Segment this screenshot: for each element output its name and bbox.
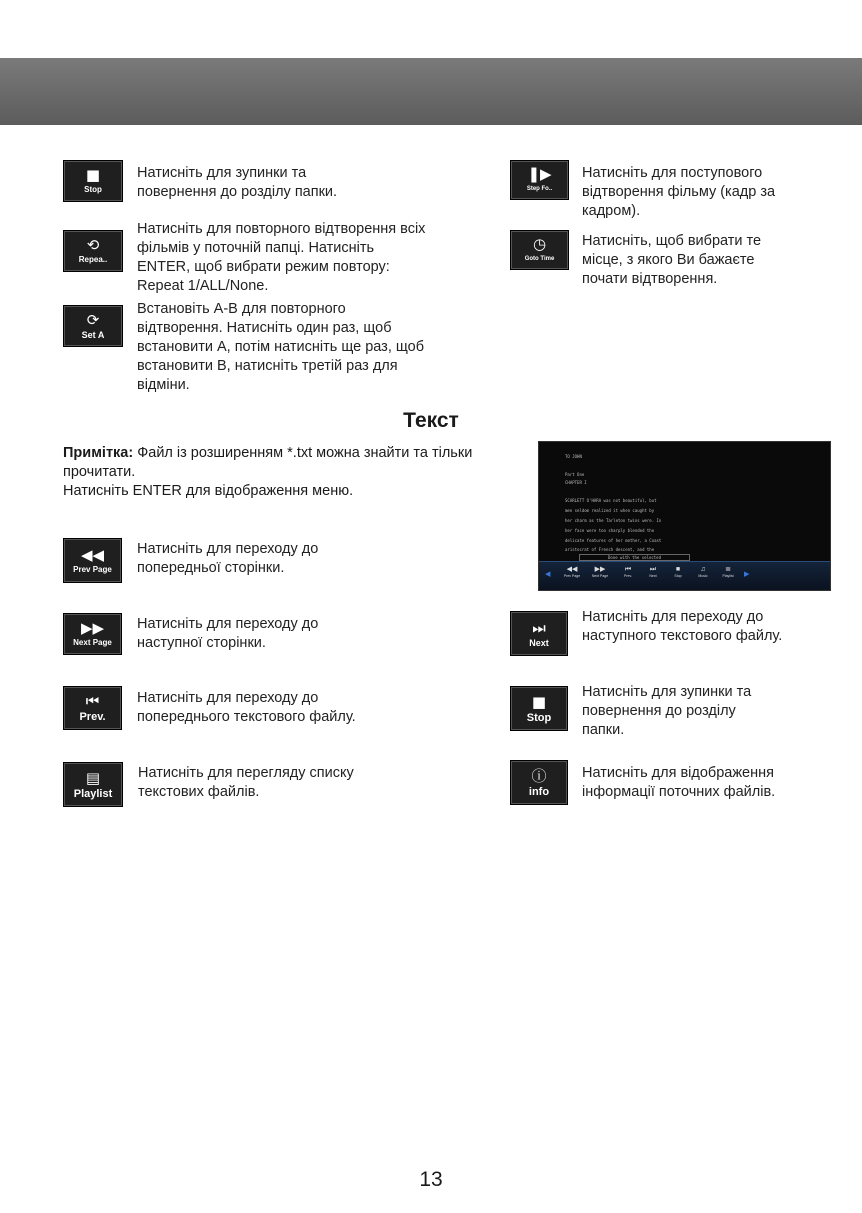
- prev-file-button[interactable]: [63, 686, 122, 730]
- bar-item-stop: [667, 566, 689, 579]
- arrow-right-icon: ▶: [744, 571, 750, 578]
- goto-time-description: Натисніть, щоб вибрати те місце, з якого Ви бажаєте почати відтворення.: [582, 233, 762, 287]
- note-text: Файл із розширенням *.txt можна знайти та тільки прочитати.: [63, 445, 473, 480]
- arrow-left-icon: ◀: [545, 571, 551, 578]
- set-a-description: Встановіть A-B для повторного відтворення. Натисніть один раз, щоб встановити A, потім натисніть ще раз, щоб встановити B, натисніть третій раз для відміни.: [137, 301, 425, 393]
- screen-line: delicate features of her mother, a Coast: [565, 538, 662, 543]
- info-description: Натисніть для відображення інформації поточних файлів.: [582, 765, 776, 800]
- bar-item-label: Next Page: [591, 574, 609, 578]
- playlist-label: Playlist: [73, 787, 113, 800]
- stop-text-button[interactable]: [510, 686, 568, 731]
- repeat-button[interactable]: [63, 230, 123, 272]
- next-file-label: Next: [529, 637, 549, 648]
- screen-control-bar: [539, 561, 830, 590]
- stop-description: Натисніть для зупинки та повернення до розділу папки.: [137, 165, 338, 200]
- text-viewer-screenshot: [538, 441, 831, 591]
- info-icon: ⓘ: [531, 766, 547, 785]
- screen-line: SCARLETT O'HARA was not beautiful, but: [565, 498, 657, 503]
- goto-time-label: Goto Time: [524, 256, 555, 262]
- bar-item-prev: [617, 566, 639, 579]
- skip-back-icon: ⏮: [85, 692, 100, 710]
- fast-forward-icon: ▶▶: [594, 566, 606, 573]
- stop-text-description: Натисніть для зупинки та повернення до розділу папки.: [582, 684, 752, 738]
- screen-line: TO JOHN: [565, 454, 582, 459]
- next-page-button[interactable]: [63, 613, 122, 655]
- bar-item-label: Prev.: [624, 574, 632, 578]
- playlist-description: Натисніть для перегляду списку текстових файлів.: [138, 765, 354, 800]
- screen-popup: Done with the selected: [579, 554, 690, 561]
- playlist-icon: ≣: [725, 566, 731, 573]
- bar-item-music: [692, 566, 714, 579]
- next-file-button[interactable]: [510, 611, 568, 656]
- header-band: [0, 58, 862, 125]
- ab-repeat-icon: ⟳: [86, 311, 100, 329]
- info-button[interactable]: [510, 760, 568, 805]
- bar-item-next: [642, 566, 664, 579]
- step-forward-icon: ❚▶: [527, 165, 552, 183]
- step-forward-button[interactable]: [510, 160, 569, 200]
- repeat-label: Repea..: [78, 255, 108, 264]
- screen-line: her charm as the Tarleton twins were. In: [565, 518, 662, 523]
- note: [63, 444, 523, 501]
- next-page-description: Натисніть для переходу до наступної сторінки.: [137, 616, 319, 651]
- info-label: info: [528, 785, 550, 798]
- screen-line: CHAPTER I: [565, 480, 587, 485]
- prev-page-label: Prev Page: [73, 564, 112, 574]
- screen-line: aristocrat of French descent, and the: [565, 547, 655, 552]
- skip-forward-icon: ⏭: [532, 618, 546, 637]
- skip-forward-icon: ⏭: [649, 566, 657, 573]
- prev-page-button[interactable]: [63, 538, 122, 583]
- page-number: 13: [419, 1168, 443, 1191]
- bar-item-label: Prev Page: [563, 574, 581, 578]
- stop-icon: ■: [85, 166, 101, 184]
- set-a-label: Set A: [81, 330, 105, 340]
- fast-forward-icon: ▶▶: [80, 619, 105, 637]
- music-icon: ♫: [700, 566, 706, 573]
- bar-item-label: Next: [649, 574, 657, 578]
- next-page-label: Next Page: [73, 638, 112, 647]
- section-title: Текст: [403, 409, 459, 432]
- screen-line: men seldom realized it when caught by: [565, 508, 655, 513]
- prev-file-description: Натисніть для переходу до попереднього текстового файлу.: [137, 690, 356, 725]
- stop-icon: ■: [675, 566, 681, 573]
- playlist-icon: ▤: [85, 768, 101, 787]
- stop-button[interactable]: [63, 160, 123, 202]
- bar-item-label: Music: [698, 574, 708, 578]
- playlist-button[interactable]: [63, 762, 123, 807]
- skip-back-icon: ⏮: [624, 566, 632, 573]
- screen-line: Part One: [565, 472, 585, 477]
- bar-item-playlist: [717, 566, 739, 579]
- prev-page-description: Натисніть для переходу до попередньої сторінки.: [137, 541, 319, 576]
- bar-item-prev-page: [561, 566, 583, 579]
- step-forward-label: Step Fo..: [526, 186, 553, 192]
- clock-icon: ◷: [532, 235, 547, 253]
- stop-label: Stop: [84, 185, 102, 194]
- note-label: Примітка:: [63, 445, 134, 461]
- set-a-button[interactable]: [63, 305, 123, 347]
- bar-item-next-page: [589, 566, 611, 579]
- stop-icon: ■: [531, 692, 547, 711]
- bar-item-label: Stop: [674, 574, 682, 578]
- stop-text-label: Stop: [526, 711, 552, 724]
- rewind-icon: ◀◀: [80, 545, 105, 564]
- goto-time-button[interactable]: [510, 230, 569, 270]
- next-file-description: Натисніть для переходу до наступного текстового файлу.: [582, 609, 783, 644]
- step-forward-description: Натисніть для поступового відтворення фільму (кадр за кадром).: [582, 165, 776, 219]
- repeat-icon: ⟲: [86, 236, 100, 254]
- note-line2: Натисніть ENTER для відображення меню.: [63, 483, 354, 499]
- screen-line: her face were too sharply blended the: [565, 528, 655, 533]
- rewind-icon: ◀◀: [566, 566, 578, 573]
- bar-item-label: Playlist: [722, 574, 734, 578]
- repeat-description: Натисніть для повторного відтворення всіх фільмів у поточній папці. Натисніть ENTER, щоб вибрати режим повтору: Repeat 1/ALL/None.: [137, 221, 426, 294]
- prev-file-label: Prev.: [79, 711, 106, 723]
